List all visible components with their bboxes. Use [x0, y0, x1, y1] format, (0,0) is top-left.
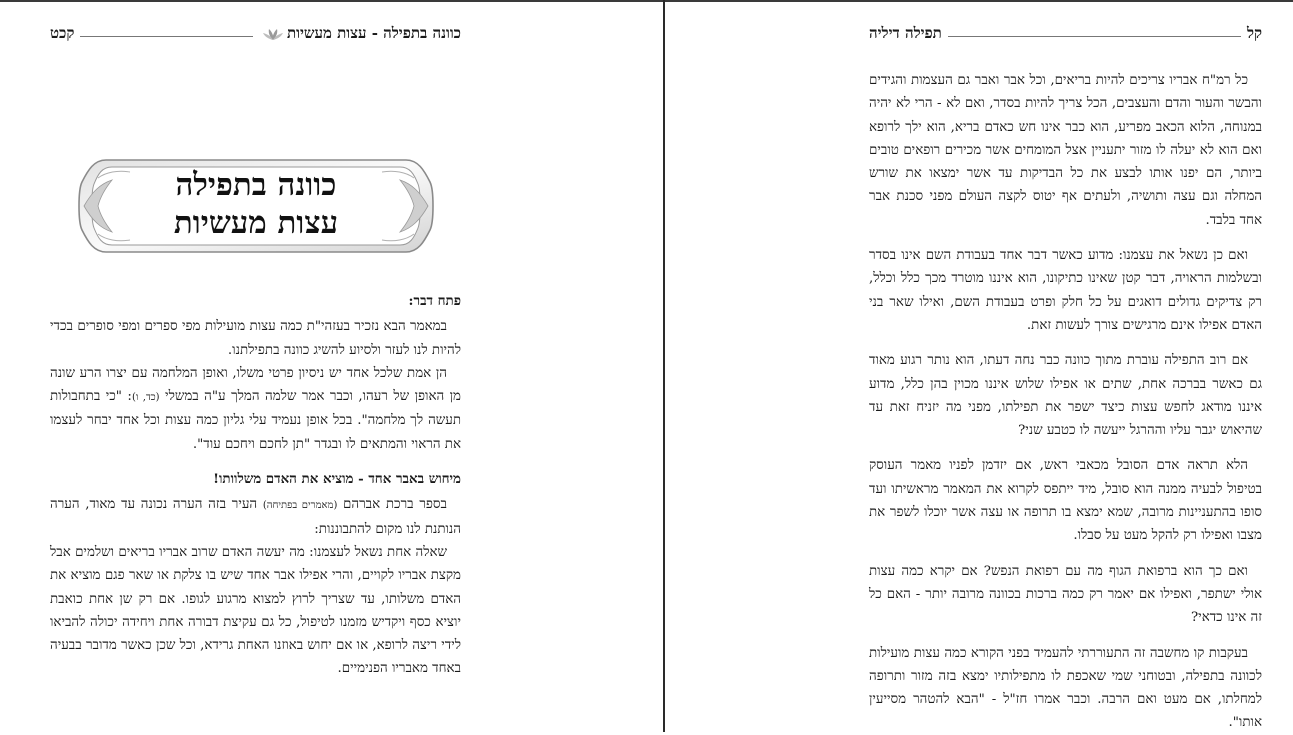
section-heading: מיחוש באבר אחד - מוציא את האדם משלוותו! [213, 471, 461, 488]
left-text-column [50, 290, 461, 681]
section-paragraph-1 [50, 493, 461, 541]
paragraph-1: כל רמ"ח אבריו צריכים להיות בריאים, וכל אבר ואבר גם העצמות והגידים והבשר והעור והדם והעצבים, הכל צריך להיות בסדר, ואם לא - הרי לא יהיה במנוחה, הלוא הכאב מפריע, הוא כבר אינו חש כאדם בריא, הוא ילך לרופא ואם הוא לא יעלה לו מזור יתעניין אצל המומחים אשר מכירים רופאים טובים ביותר, הם יפנו אותו לבצע את כל הבדיקות עד אשר ימצאו את שורש המחלה וגם עצה ותושיה, ולעתים אף יטוס לקצה העולם מפני סכנת אבר אחד בלבד. [869, 73, 1262, 228]
paragraph-5: ואם כך הוא ברפואת הגוף מה עם רפואת הנפש? אם יקרא כמה עצות אולי ישתפר, ואפילו אם יאמר רק כמה ברכות בכוונה מרובה יותר - האם כל זה אינו כדאי? [869, 563, 1262, 626]
paragraph-2: ואם כן נשאל את עצמנו: מדוע כאשר דבר אחד בעבודת השם אינו בסדר ובשלמות הראויה, דבר קטן שאינו כתיקונו, הוא איננו מוטרד מכך כלל וכלל, רק צדיקים גדולים דואגים על כל חלק ופרט בעבודת השם, ואילו שאר בני האדם אפילו אינם מרגישים צורך לעשות זאת. [869, 248, 1262, 333]
section-paragraph-1-text-b: העיר בזה הערה נכונה עד מאוד, הערה הנותנת לנו מקום להתבוננות: [50, 497, 461, 537]
intro-paragraph-2 [50, 362, 461, 456]
intro-paragraph-1: במאמר הבא נזכיר בעזהי"ת כמה עצות מועילות מפי ספרים ומפי סופרים בכדי להיות לנו לעזר ולסיוע להשיג כוונה בתפילתנו. [50, 319, 461, 358]
leaf-ornament-icon [261, 27, 285, 41]
right-text-column [869, 69, 1262, 735]
page-number: קכט [50, 24, 75, 42]
section-paragraph-1-text-a: בספר ברכת אברהם [337, 497, 447, 513]
paragraph-4: הלא תראה אדם הסובל מכאבי ראש, אם יזדמן לפניו מאמר העוסק בטיפול לבעיה ממנה הוא סובל, מיד ייתפס לקרוא את המאמר מראשיתו ועד סופו בהתעניינות מרובה, שמא ימצא בו תרופה או עצה אשר יוכלו לשפר את מצבו ואפילו רק להקל מעט על סבלו. [869, 458, 1262, 544]
intro-paragraph-2-text-a: הן אמת שלכל אחד יש ניסיון פרטי משלו, ואופן המלחמה עם יצרו הרע שונה מן האופן של רעהו, וכבר אמר שלמה המלך ע"ה במשלי [50, 365, 461, 405]
header-rule [948, 36, 1241, 37]
header-rule [80, 36, 253, 37]
paragraph-3: אם רוב התפילה עוברת מתוך כוונה כבר נחה דעתו, הוא נותר רגוע מאוד גם כאשר בברכה אחת, שתים או אפילו שלוש איננו מכוין בהן כלל, מדוע איננו מודאג לחפש עצות כיצד ישפר את תפילתו, מפני מה יזניח זאת עד שהיאוש יגבר עליו וההרגל ייעשה לו כטבע שני? [869, 353, 1262, 439]
book-spine [663, 0, 665, 732]
chapter-title-line2: עצות מעשיות [173, 205, 339, 241]
section-paragraph-2: שאלה אחת נשאל לעצמנו: מה יעשה האדם שרוב אבריו בריאים ושלמים אבל מקצת אבריו לקויים, והרי אפילו אבר אחד שיש בו צלקת או שאר פגם מוציא את האדם משלותו, עד שצריך לרוץ למצוא מרגוע לגופו. אם רק שן אחת כואבת יוציא כסף ויקדיש מזמנו לטיפול, כל גם עקיצת דבורה אחת ויחידה יכולה להביאו לידי ריצה לרופא, או אם יחוש באוזנו האחת גרידא, וכל שכן כאשר מדובר בבעיה באחד מאבריו הפנימיים. [50, 544, 461, 677]
page-number: קל [1246, 24, 1262, 42]
intro-paragraph-2-text-b: : "כי בתחבולות תעשה לך מלחמה". בכל אופן נעמיד עלי גליון כמה עצות וכל אחד יבחר לעצמו את הראוי והמתאים לו ובגדר "תן לחכם ויחכם עוד". [50, 389, 461, 452]
source-reference: (כד, ו) [131, 392, 160, 404]
chapter-title [78, 166, 434, 242]
chapter-title-line1: כוונה בתפילה [175, 167, 337, 203]
right-page [666, 0, 1293, 732]
paragraph-6: בעקבות קו מחשבה זה התעוררתי להעמיד בפני הקורא כמה עצות מועילות לכוונה בתפילה, ובטוחני שמי שאכפת לו מתפילותיו ימצא בזה מזור ותרופה למחלתו, אם מעט ואם הרבה. וכבר אמרו חז"ל - "הבא להטהר מסייעין אותו". [869, 645, 1262, 731]
chapter-title-emblem [78, 156, 434, 256]
running-title: תפילה דיליה [869, 24, 942, 42]
left-page-header [50, 24, 461, 43]
right-page-header [869, 24, 1262, 43]
source-reference: (מאמרים בפתיחה) [262, 500, 338, 512]
intro-heading: פתח דבר: [408, 293, 461, 309]
running-title: כוונה בתפילה - עצות מעשיות [287, 24, 461, 42]
